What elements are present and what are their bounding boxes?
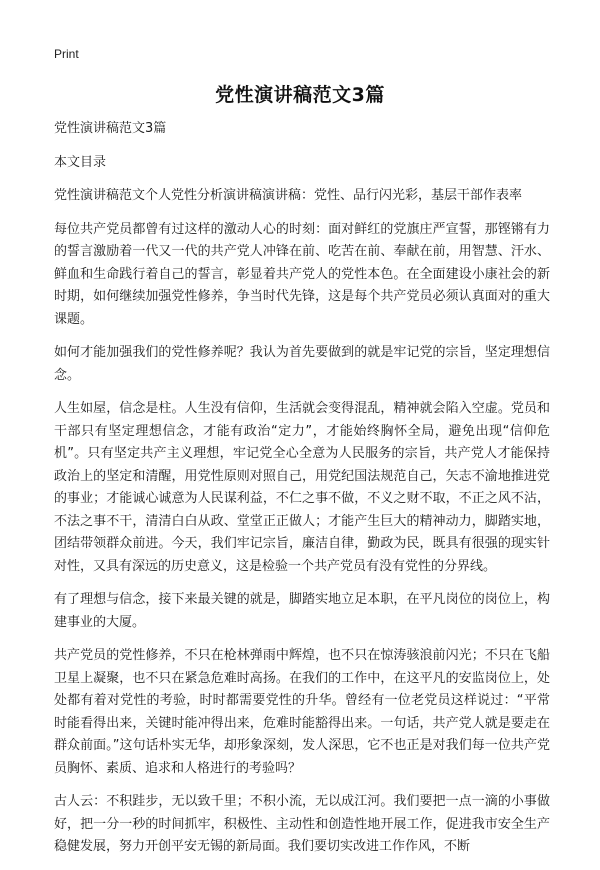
document-body	[54, 118, 550, 870]
toc-heading: 本文目录	[54, 154, 107, 170]
document-subtitle: 党性演讲稿范文3篇	[54, 121, 167, 136]
toc-entry[interactable]: 党性演讲稿范文个人党性分析演讲稿演讲稿：党性、品行闪光彩，基层干部作表率	[54, 188, 523, 203]
document-title: 党性演讲稿范文3篇	[215, 84, 385, 106]
paragraph: 每位共产党员都曾有过这样的激动人心的时刻：面对鲜红的党旗庄严宣誓，那铿锵有力的誓言激励着一代又一代的共产党人冲锋在前、吃苦在前、奉献在前，用智慧、汗水、鲜血和生命践行着自己的誓言，彰显着共产党人的党性本色。在全面建设小康社会的新时期，如何继续加强党性修养，争当时代先锋，这是每个共产党员必须认真面对的重大课题。	[54, 221, 550, 327]
print-link[interactable]: Print	[54, 47, 79, 61]
paragraph: 共产党员的党性修养，不只在枪林弹雨中辉煌，也不只在惊涛骇浪前闪光；不只在飞船卫星上凝聚，也不只在紧急危难时高扬。在我们的工作中，在这平凡的安监岗位上，处处都有着对党性的考验，时时都需要党性的升华。曾经有一位老党员这样说过：“平常时能看得出来，关键时能冲得出来，危难时能豁得出来。一句话，共产党人就是要走在群众前面。”这句话朴实无华，却形象深刻，发人深思，它不也正是对我们每一位共产党员胸怀、素质、追求和人格进行的考验吗？	[54, 648, 550, 776]
paragraph: 古人云：不积跬步，无以致千里；不积小流，无以成江河。我们要把一点一滴的小事做好，把一分一秒的时间抓牢，积极性、主动性和创造性地开展工作，促进我市安全生产稳健发展，努力开创平安无锡的新局面。我们要切实改进工作作风，不断	[54, 794, 550, 854]
paragraph: 如何才能加强我们的党性修养呢？我认为首先要做到的就是牢记党的宗旨，坚定理想信念。	[54, 345, 550, 383]
paragraph: 有了理想与信念，接下来最关键的就是，脚踏实地立足本职，在平凡岗位的岗位上，构建事业的大厦。	[54, 592, 550, 630]
paragraph: 人生如屋，信念是柱。人生没有信仰，生活就会变得混乱，精神就会陷入空虚。党员和干部只有坚定理想信念，才能有政治“定力”，才能始终胸怀全局，避免出现“信仰危机”。只有坚定共产主义理想，牢记党全心全意为人民服务的宗旨，共产党人才能保持政治上的坚定和清醒，用党性原则对照自己，用党纪国法规范自己，矢志不渝地推进党的事业；才能诚心诚意为人民谋利益，不仁之事不做，不义之财不取，不正之风不沾，不法之事不干，清清白白从政、堂堂正正做人；才能产生巨大的精神动力，脚踏实地，团结带领群众前进。今天，我们牢记宗旨，廉洁自律，勤政为民，既具有很强的现实针对性，又具有深远的历史意义，这是检验一个共产党员有没有党性的分界线。	[54, 401, 550, 574]
